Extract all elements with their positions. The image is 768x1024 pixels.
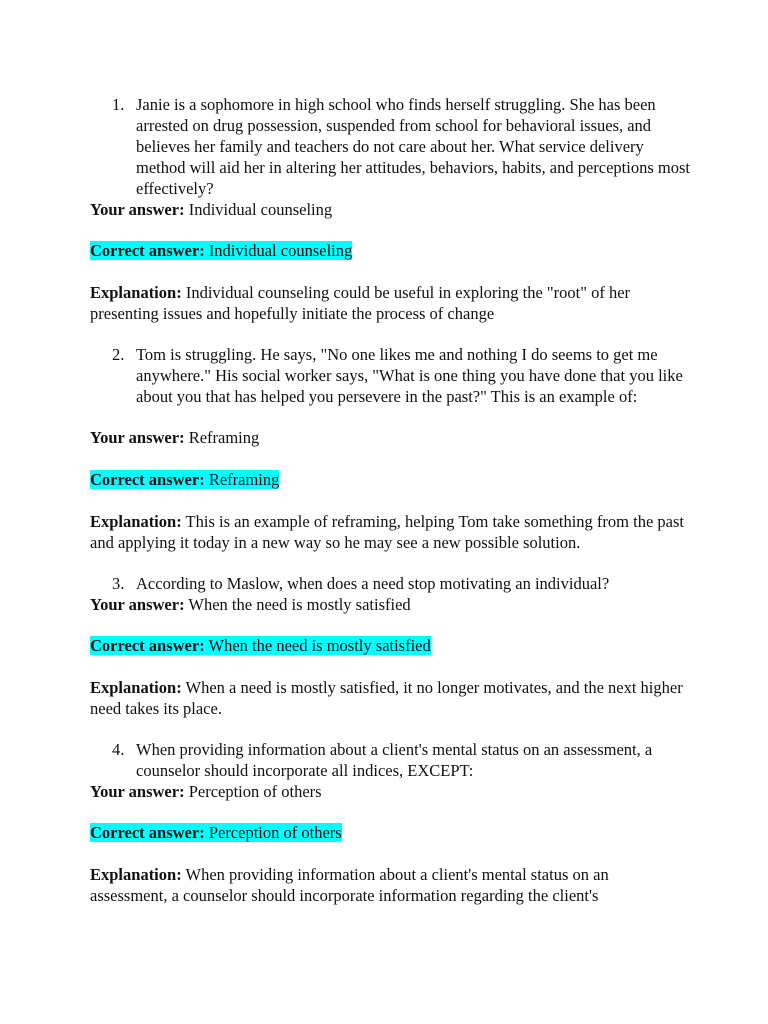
explanation-3: [90, 677, 688, 719]
correct-answer-4: [90, 822, 688, 843]
your-answer-4: [90, 781, 688, 802]
explanation-2: [90, 511, 688, 553]
correct-answer-value: When the need is mostly satisfied: [208, 636, 431, 655]
your-answer-label: Your answer:: [90, 200, 185, 219]
your-answer-1: [90, 199, 688, 220]
question-number: 1.: [112, 95, 125, 114]
your-answer-value: Perception of others: [188, 782, 322, 801]
question-2: [112, 344, 696, 407]
explanation-4: [90, 864, 688, 906]
correct-answer-value: Individual counseling: [208, 241, 353, 260]
correct-answer-2: [90, 469, 688, 490]
correct-answer-3: [90, 635, 688, 656]
correct-answer-value: Reframing: [208, 470, 280, 489]
your-answer-value: Individual counseling: [188, 200, 333, 219]
question-number: 3.: [112, 574, 125, 593]
correct-answer-label: Correct answer:: [90, 241, 205, 260]
explanation-label: Explanation:: [90, 512, 182, 531]
correct-answer-label: Correct answer:: [90, 470, 205, 489]
your-answer-label: Your answer:: [90, 782, 185, 801]
question-text: Janie is a sophomore in high school who finds herself struggling. She has been arrested on drug possession, suspended from school for behavioral issues, and believes her family and teachers do not care about her. What service delivery method will aid her in altering her attitudes, behaviors, habits, and perceptions most effectively?: [136, 95, 690, 198]
question-number: 4.: [112, 740, 125, 759]
question-3: [112, 573, 696, 594]
question-4: [112, 739, 696, 781]
explanation-label: Explanation:: [90, 678, 182, 697]
your-answer-value: When the need is mostly satisfied: [188, 595, 411, 614]
explanation-text: When providing information about a client's mental status on an assessment, a counselor should incorporate information regarding the client's: [90, 865, 609, 905]
explanation-text: When a need is mostly satisfied, it no longer motivates, and the next higher need takes its place.: [90, 678, 683, 718]
question-number: 2.: [112, 345, 125, 364]
explanation-text: This is an example of reframing, helping Tom take something from the past and applying it today in a new way so he may see a new possible solution.: [90, 512, 684, 552]
explanation-label: Explanation:: [90, 865, 182, 884]
question-text: Tom is struggling. He says, "No one likes me and nothing I do seems to get me anywhere." His social worker says, "What is one thing you have done that you like about you that has helped you persevere in the past?" This is an example of:: [136, 345, 683, 406]
your-answer-label: Your answer:: [90, 428, 185, 447]
your-answer-2: [90, 427, 688, 448]
explanation-1: [90, 282, 688, 324]
your-answer-label: Your answer:: [90, 595, 185, 614]
explanation-text: Individual counseling could be useful in exploring the "root" of her presenting issues and hopefully initiate the process of change: [90, 283, 631, 323]
your-answer-3: [90, 594, 688, 615]
question-text: According to Maslow, when does a need stop motivating an individual?: [136, 574, 610, 593]
explanation-label: Explanation:: [90, 283, 182, 302]
question-1: [112, 94, 696, 199]
correct-answer-1: [90, 240, 688, 261]
correct-answer-label: Correct answer:: [90, 636, 205, 655]
correct-answer-value: Perception of others: [208, 823, 342, 842]
question-text: When providing information about a client's mental status on an assessment, a counselor should incorporate all indices, EXCEPT:: [136, 740, 653, 780]
correct-answer-label: Correct answer:: [90, 823, 205, 842]
your-answer-value: Reframing: [188, 428, 260, 447]
